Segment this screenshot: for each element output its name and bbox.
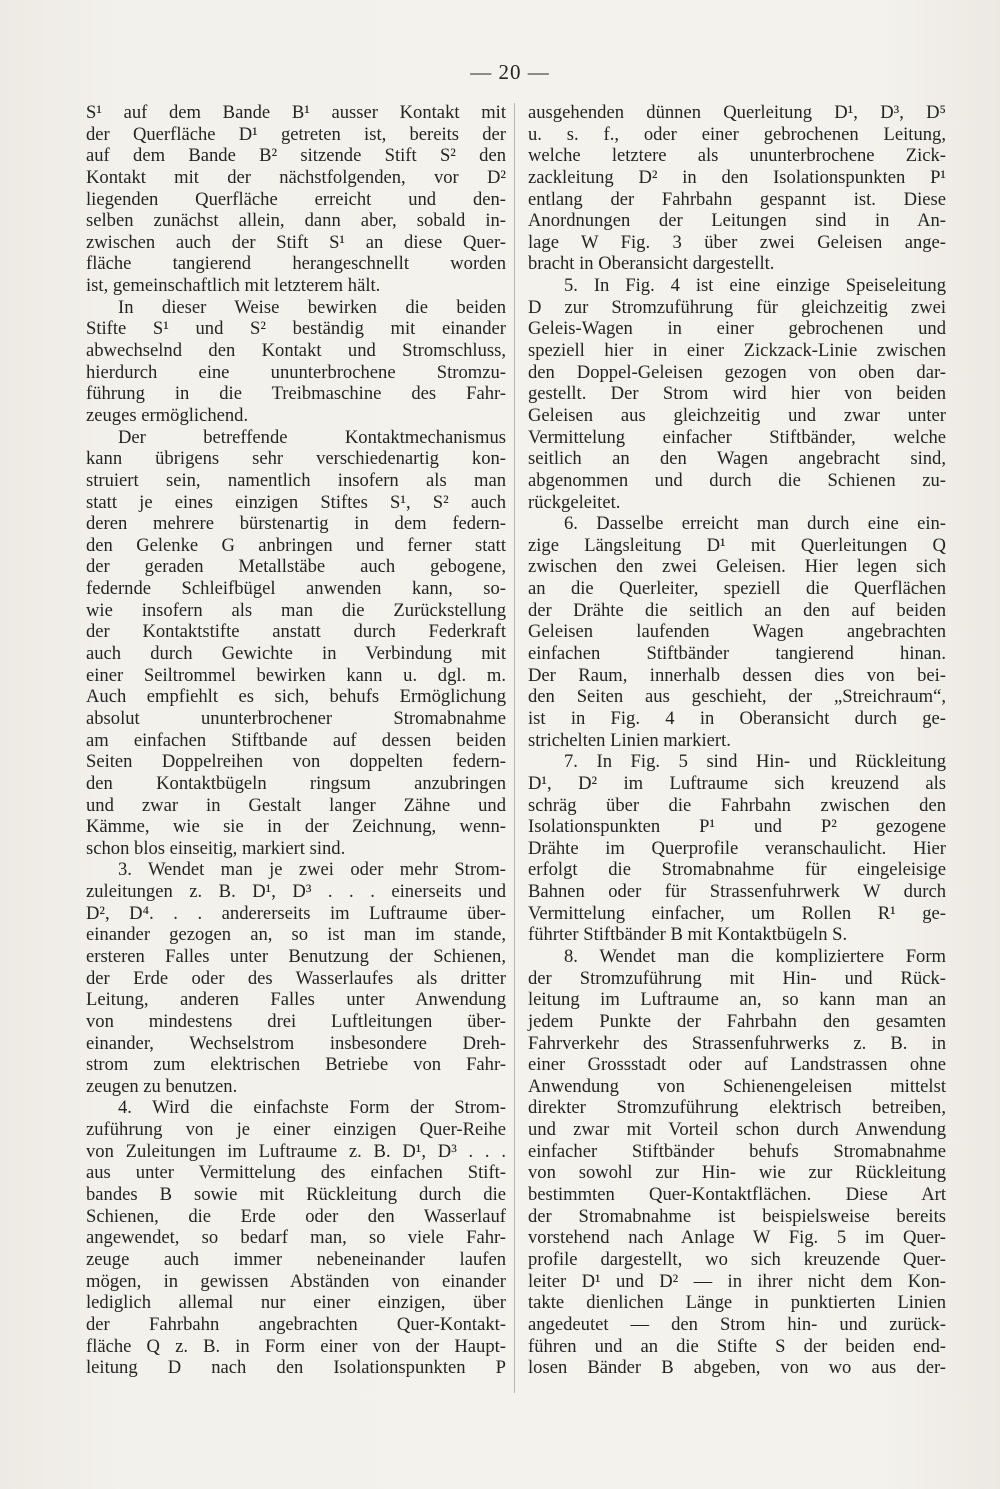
text-line: lage W Fig. 3 über zwei Geleisen ange- xyxy=(528,231,946,253)
text-line: Der Raum, innerhalb dessen dies von bei- xyxy=(528,664,946,686)
text-line: fläche Q z. B. in Form einer von der Haupt- xyxy=(86,1335,506,1357)
text-line: Seiten Doppelreihen von doppelten federn- xyxy=(86,751,506,773)
text-line: D², D⁴. . . andererseits im Luftraume über- xyxy=(86,902,506,924)
text-line: statt je eines einzigen Stiftes S¹, S² auch xyxy=(86,491,506,513)
text-line: führung in die Treibmaschine des Fahr- xyxy=(86,383,506,405)
text-line: seitlich an den Wagen angebracht sind, xyxy=(528,448,946,470)
text-line: am einfachen Stiftbande auf dessen beiden xyxy=(86,729,506,751)
text-line: Bahnen oder für Strassenfuhrwerk W durch xyxy=(528,881,946,903)
text-line: der Querfläche D¹ getreten ist, bereits der xyxy=(86,123,506,145)
text-line: 3. Wendet man je zwei oder mehr Strom- xyxy=(118,859,506,881)
text-line: zeugen zu benutzen. xyxy=(86,1075,238,1097)
text-line: schräg über die Fahrbahn zwischen den xyxy=(528,794,946,816)
text-line: angewendet, so bedarf man, so viele Fahr- xyxy=(86,1227,506,1249)
text-line: losen Bänder B abgeben, von wo aus der- xyxy=(528,1357,946,1379)
text-line: auch durch Gewichte in Verbindung mit xyxy=(86,643,506,665)
text-line: zuführung von je einer einzigen Quer-Reihe xyxy=(86,1119,506,1141)
text-line: bestimmten Quer-Kontaktflächen. Diese Art xyxy=(528,1184,946,1206)
text-line: aus unter Vermittelung des einfachen Stift- xyxy=(86,1162,506,1184)
text-line: Geleisen laufenden Wagen angebrachten xyxy=(528,621,946,643)
text-line: Kontakt mit der nächstfolgenden, vor D² xyxy=(86,166,506,188)
text-line: Kämme, wie sie in der Zeichnung, wenn- xyxy=(86,816,506,838)
text-line: absolut ununterbrochener Stromabnahme xyxy=(86,707,506,729)
text-line: welche letztere als ununterbrochene Zick- xyxy=(528,145,946,167)
page-number: — 20 — xyxy=(470,60,550,84)
text-line: wie insofern als man die Zurückstellung xyxy=(86,599,506,621)
text-line: direkter Stromzuführung elektrisch betreiben, xyxy=(528,1097,946,1119)
text-line: hierdurch eine ununterbrochene Stromzu- xyxy=(86,361,506,383)
text-line: abgenommen und durch die Schienen zu- xyxy=(528,469,946,491)
text-line: Der betreffende Kontaktmechanismus xyxy=(118,426,506,448)
text-line: der Drähte die seitlich an den auf beiden xyxy=(528,599,946,621)
text-line: deren mehrere bürstenartig in dem federn- xyxy=(86,513,506,535)
text-line: auf dem Bande B² sitzende Stift S² den xyxy=(86,145,506,167)
text-line: 6. Dasselbe erreicht man durch eine ein- xyxy=(564,513,946,535)
text-line: struiert sein, namentlich insofern als man xyxy=(86,469,506,491)
text-line: lediglich allemal nur einer einzigen, über xyxy=(86,1292,506,1314)
text-line: bandes B sowie mit Rückleitung durch die xyxy=(86,1184,506,1206)
text-line: zwischen den zwei Geleisen. Hier legen sich xyxy=(528,556,946,578)
text-line: S¹ auf dem Bande B¹ ausser Kontakt mit xyxy=(86,102,506,123)
text-line: Isolationspunkten P¹ und P² gezogene xyxy=(528,816,946,838)
text-line: liegenden Querfläche erreicht und den- xyxy=(86,188,506,210)
text-line: Vermittelung einfacher, um Rollen R¹ ge- xyxy=(528,902,946,924)
text-line: mögen, in gewissen Abständen von einander xyxy=(86,1270,506,1292)
text-line: einer Grossstadt oder auf Landstrassen ohne xyxy=(528,1054,946,1076)
text-line: kann übrigens sehr verschiedenartig kon- xyxy=(86,448,506,470)
text-line: 4. Wird die einfachste Form der Strom- xyxy=(118,1097,506,1119)
text-line: selben zunächst allein, dann aber, sobald in- xyxy=(86,210,506,232)
text-line: fläche tangierend herangeschnellt worden xyxy=(86,253,506,275)
text-line: erfolgt die Stromabnahme für eingeleisige xyxy=(528,859,946,881)
text-line: Leitung, anderen Falles unter Anwendung xyxy=(86,989,506,1011)
text-line: den Gelenke G anbringen und ferner statt xyxy=(86,534,506,556)
text-line: einander, Wechselstrom insbesondere Dreh- xyxy=(86,1032,506,1054)
text-line: einfacher Stiftbänder behufs Stromabnahme xyxy=(528,1140,946,1162)
text-line: federnde Schleifbügel anwenden kann, so- xyxy=(86,578,506,600)
text-line: Geleis-Wagen in einer gebrochenen und xyxy=(528,318,946,340)
text-line: Fahrverkehr des Strassenfuhrwerks z. B. in xyxy=(528,1032,946,1054)
text-line: speziell hier in einer Zickzack-Linie zwischen xyxy=(528,340,946,362)
text-line: u. s. f., oder einer gebrochenen Leitung, xyxy=(528,123,946,145)
text-line: leiter D¹ und D² — in ihrer nicht dem Kon- xyxy=(528,1270,946,1292)
text-line: zuleitungen z. B. D¹, D³ . . . einerseits und xyxy=(86,881,506,903)
right-column xyxy=(528,102,946,1379)
text-line: Stifte S¹ und S² beständig mit einander xyxy=(86,318,506,340)
text-line: strom zum elektrischen Betriebe von Fahr- xyxy=(86,1054,506,1076)
text-line: zige Längsleitung D¹ mit Querleitungen Q xyxy=(528,534,946,556)
left-column xyxy=(86,102,506,1379)
text-line: jedem Punkte der Fahrbahn den gesamten xyxy=(528,1010,946,1032)
text-line: entlang der Fahrbahn gespannt ist. Diese xyxy=(528,188,946,210)
text-line: zeuge auch immer nebeneinander laufen xyxy=(86,1248,506,1270)
text-line: der Erde oder des Wasserlaufes als dritter xyxy=(86,967,506,989)
text-line: einfachen Stiftbänder tangierend hinan. xyxy=(528,643,946,665)
text-line: 8. Wendet man die kompliziertere Form xyxy=(564,945,946,967)
text-line: leitung im Luftraume an, so kann man an xyxy=(528,989,946,1011)
text-line: 7. In Fig. 5 sind Hin- und Rückleitung xyxy=(564,751,946,773)
text-line: angedeutet — den Strom hin- und zurück- xyxy=(528,1313,946,1335)
text-line: zeuges ermöglichend. xyxy=(86,404,249,426)
text-line: und zwar mit Vorteil schon durch Anwendung xyxy=(528,1119,946,1141)
text-line: ist, gemeinschaftlich mit letzterem hält. xyxy=(86,275,381,297)
text-line: von Zuleitungen im Luftraume z. B. D¹, D³ . . . xyxy=(86,1140,506,1162)
text-line: einander gezogen an, so ist man im stande, xyxy=(86,924,506,946)
text-line: profile dargestellt, wo sich kreuzende Quer- xyxy=(528,1248,946,1270)
text-line: an die Querleiter, speziell die Querflächen xyxy=(528,578,946,600)
text-line: führen und an die Stifte S der beiden end- xyxy=(528,1335,946,1357)
text-line: Schienen, die Erde oder den Wasserlauf xyxy=(86,1205,506,1227)
text-line: den Kontaktbügeln ringsum anzubringen xyxy=(86,772,506,794)
text-line: D zur Stromzuführung für gleichzeitig zwei xyxy=(528,296,946,318)
text-line: gestellt. Der Strom wird hier von beiden xyxy=(528,383,946,405)
text-line: Auch empfiehlt es sich, behufs Ermöglichung xyxy=(86,686,506,708)
text-line: Vermittelung einfacher Stiftbänder, welche xyxy=(528,426,946,448)
text-line: D¹, D² im Luftraume sich kreuzend als xyxy=(528,772,946,794)
text-line: Geleisen aus gleichzeitig und zwar unter xyxy=(528,404,946,426)
text-line: 5. In Fig. 4 ist eine einzige Speiseleitung xyxy=(564,275,946,297)
text-line: Anordnungen der Leitungen sind in An- xyxy=(528,210,946,232)
text-line: von mindestens drei Luftleitungen über- xyxy=(86,1010,506,1032)
text-line: den Doppel-Geleisen gezogen von oben dar- xyxy=(528,361,946,383)
text-line: leitung D nach den Isolationspunkten P xyxy=(86,1357,506,1379)
text-line: vorstehend nach Anlage W Fig. 5 im Quer- xyxy=(528,1227,946,1249)
column-divider xyxy=(514,103,515,1393)
text-line: der Fahrbahn angebrachten Quer-Kontakt- xyxy=(86,1313,506,1335)
text-line: der Stromabnahme ist beispielsweise bereits xyxy=(528,1205,946,1227)
text-line: der geraden Metallstäbe auch gebogene, xyxy=(86,556,506,578)
text-line: bracht in Oberansicht dargestellt. xyxy=(528,253,775,275)
text-line: einer Seiltrommel bewirken kann u. dgl. m. xyxy=(86,664,506,686)
text-line: takte dienlichen Länge in punktierten Linien xyxy=(528,1292,946,1314)
text-line: strichelten Linien markiert. xyxy=(528,729,731,751)
text-line: abwechselnd den Kontakt und Stromschluss, xyxy=(86,340,506,362)
text-line: schon blos einseitig, markiert sind. xyxy=(86,837,346,859)
text-line: ausgehenden dünnen Querleitung D¹, D³, D⁵ xyxy=(528,102,946,123)
text-line: zackleitung D² in den Isolationspunkten P¹ xyxy=(528,166,946,188)
text-line: Drähte im Querprofile veranschaulicht. Hier xyxy=(528,837,946,859)
text-line: ersteren Falles unter Benutzung der Schienen, xyxy=(86,945,506,967)
text-line: In dieser Weise bewirken die beiden xyxy=(118,296,506,318)
text-line: zwischen auch der Stift S¹ an diese Quer- xyxy=(86,231,506,253)
text-line: der Kontaktstifte anstatt durch Federkraft xyxy=(86,621,506,643)
text-line: ist in Fig. 4 in Oberansicht durch ge- xyxy=(528,707,946,729)
text-line: rückgeleitet. xyxy=(528,491,621,513)
text-line: den Seiten aus geschieht, der „Streichraum“, xyxy=(528,686,946,708)
text-line: Anwendung von Schienengeleisen mittelst xyxy=(528,1075,946,1097)
text-line: und zwar in Gestalt langer Zähne und xyxy=(86,794,506,816)
text-line: führter Stiftbänder B mit Kontaktbügeln S. xyxy=(528,924,848,946)
text-line: der Stromzuführung mit Hin- und Rück- xyxy=(528,967,946,989)
text-line: von sowohl zur Hin- wie zur Rückleitung xyxy=(528,1162,946,1184)
